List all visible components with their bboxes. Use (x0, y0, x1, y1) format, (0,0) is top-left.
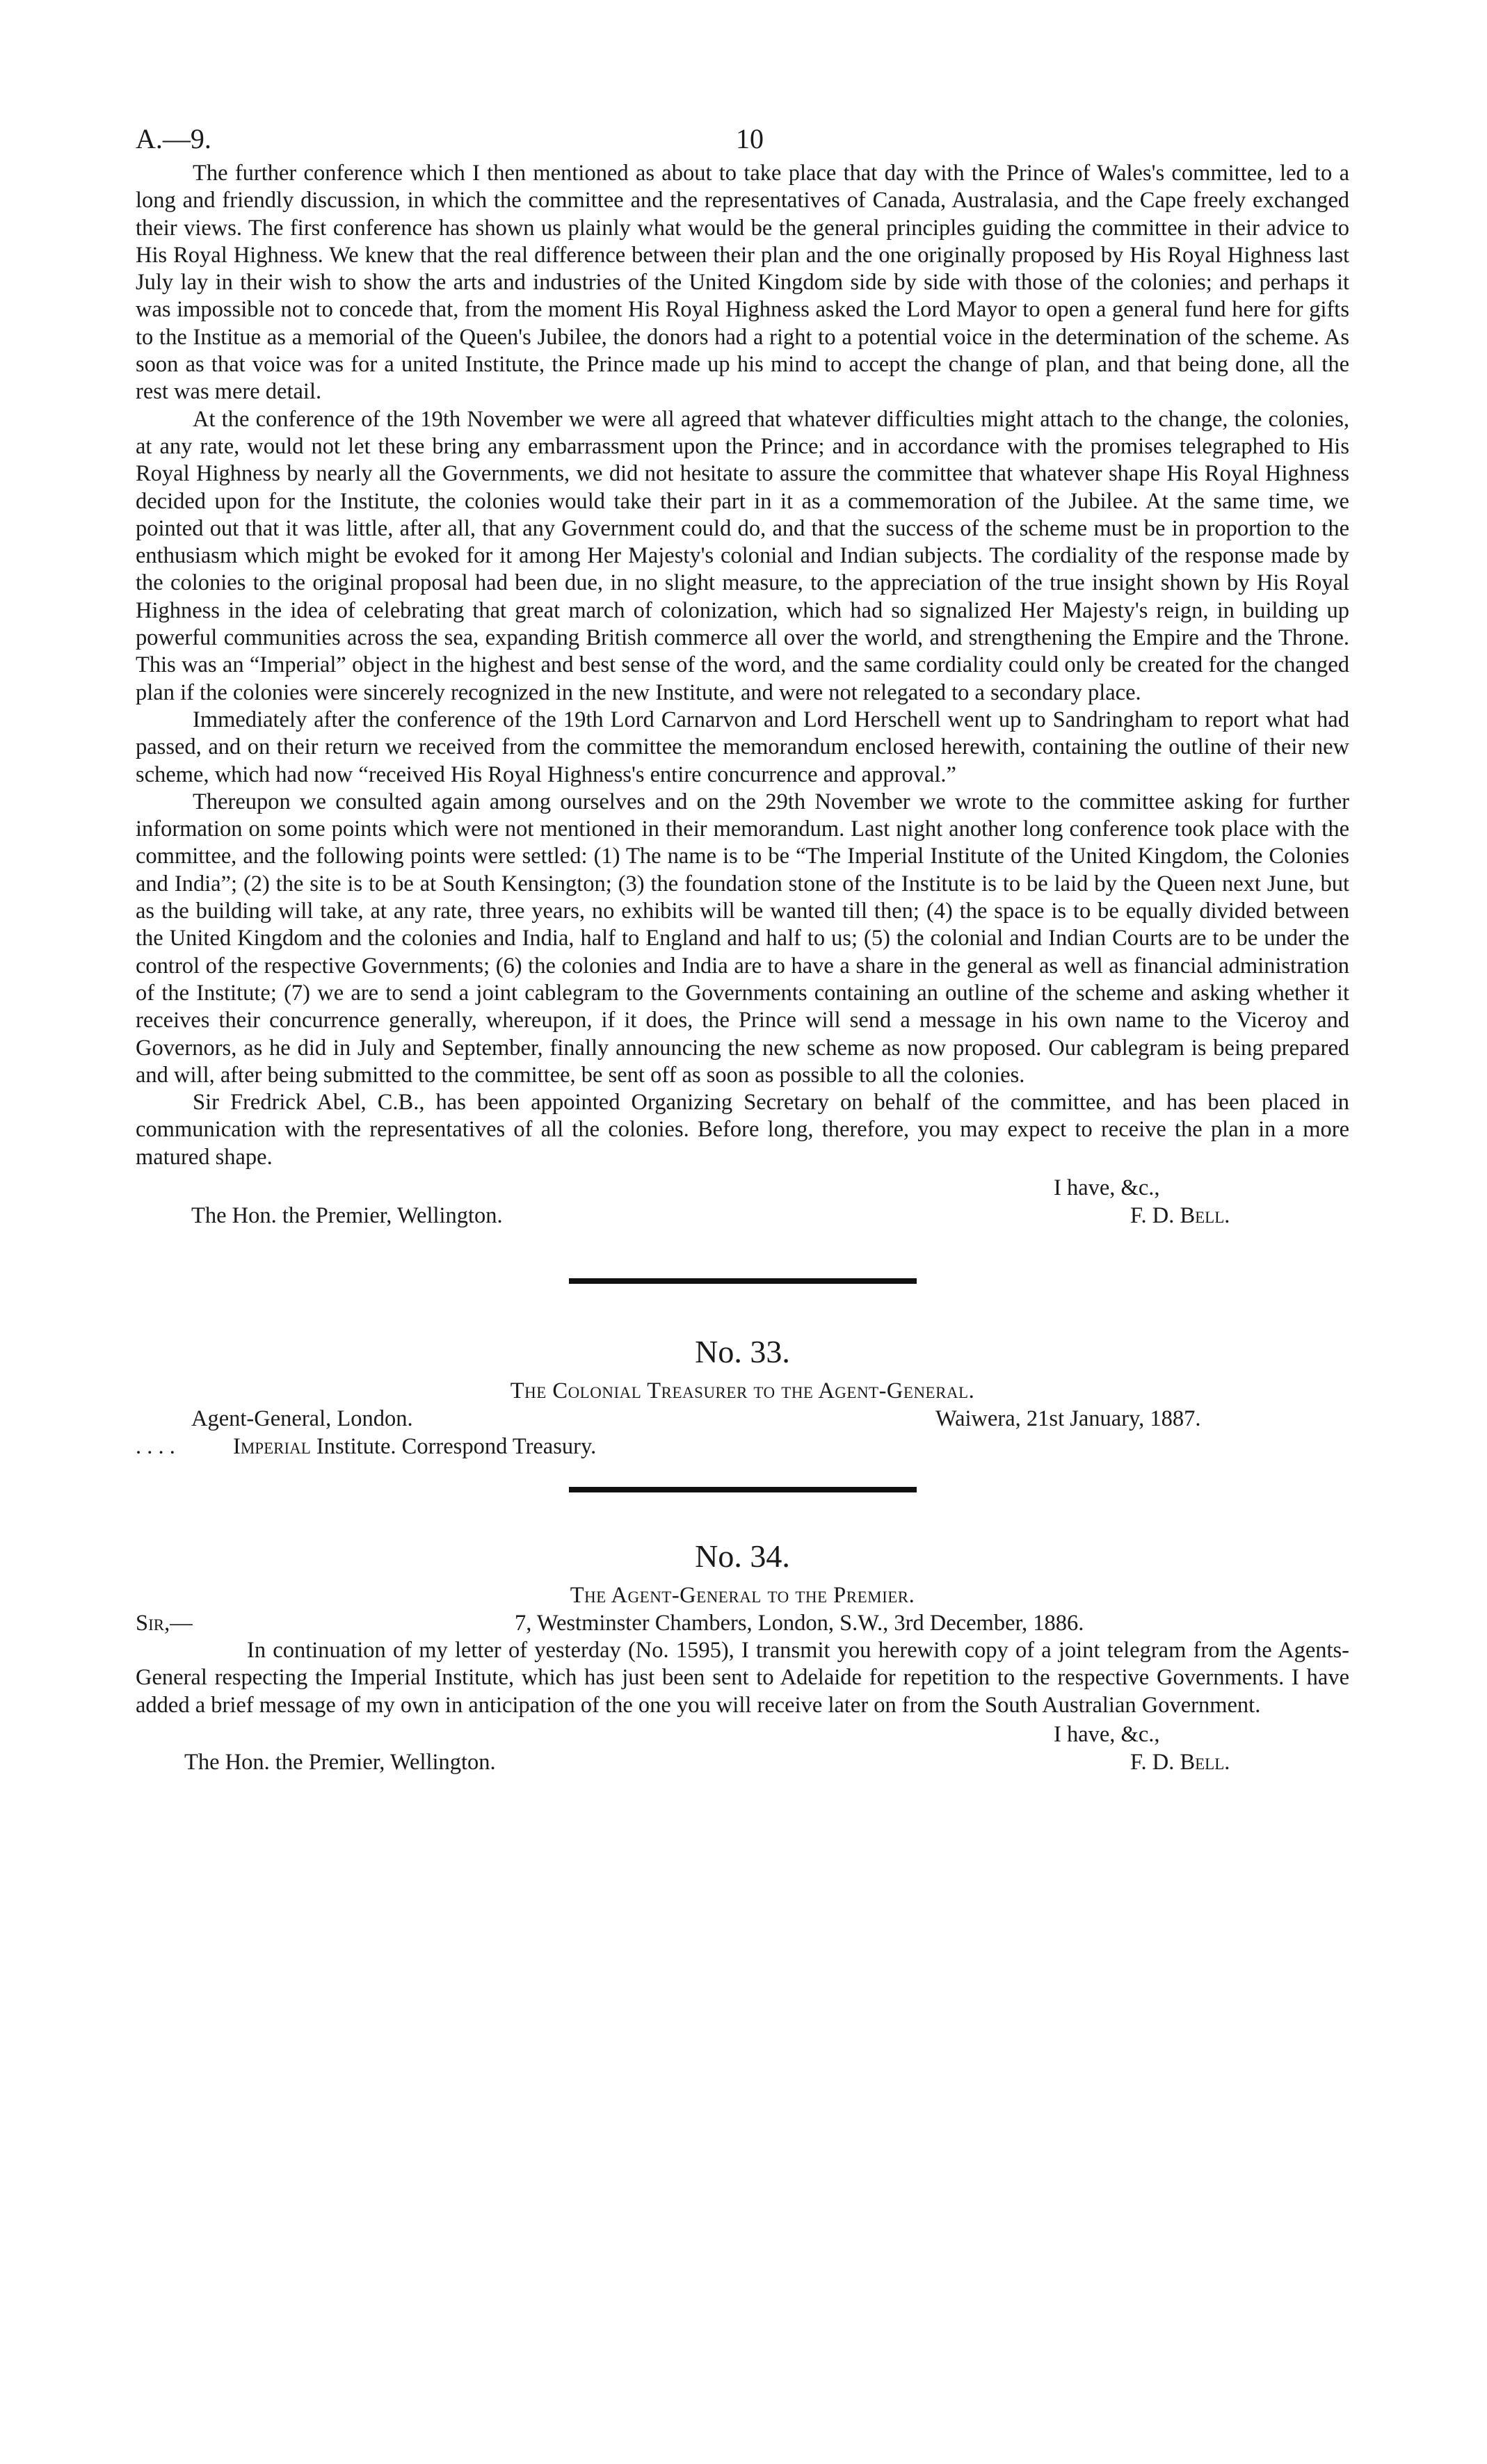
address-date: 7, Westminster Chambers, London, S.W., 3rd December, 1886. (515, 1610, 1084, 1636)
place-date: Waiwera, 21st January, 1887. (935, 1406, 1201, 1431)
letter-body (136, 1637, 1349, 1719)
ellipsis: . . . . (136, 1433, 175, 1459)
addressee: The Hon. the Premier, Wellington. (191, 1202, 503, 1228)
document-reference: A.—9. (136, 123, 211, 154)
paragraph: Immediately after the conference of the 19th Lord Carnarvon and Lord Herschell went up to Sandringham to report what had passed, and on their return we received from the committee the memorandum enclosed herewith, containing the outline of their new scheme, which had now “received His Royal Highness's entire concurrence and approval.” (136, 707, 1349, 787)
document-number: No. 33. (695, 1333, 790, 1369)
salutation-address-line (136, 1609, 1349, 1637)
closing-phrase: I have, &c., (1054, 1721, 1160, 1747)
signature: F. D. Bell. (1130, 1202, 1230, 1228)
paragraph: In continuation of my letter of yesterday (No. 1595), I transmit you herewith copy of a joint telegram from the Agents-General respecting the Imperial Institute, which has just been sent to Adelaide for repetition to the respective Governments. I have added a brief message of my own in anticipation of the one you will receive later on from the South Australian Government. (136, 1637, 1349, 1718)
paragraph: At the conference of the 19th November we were all agreed that whatever difficulties might attach to the change, the colonies, at any rate, would not let these bring any embarrassment upon the Prince; and in accordance with the promises telegraphed to His Royal Highness by nearly all the Governments, we did not hesitate to assure the committee that whatever shape His Royal Highness decided upon for the Institute, the colonies would take their part in it as a commemoration of the Jubilee. At the same time, we pointed out that it was little, after all, that any Government could do, and that the success of the scheme must be in proportion to the enthusiasm which might be evoked for it among Her Majesty's colonial and Indian subjects. The cordiality of the response made by the colonies to the original proposal had been due, in no slight measure, to the appreciation of the true insight shown by His Royal Highness in the idea of celebrating that great march of colonization, which had so signalized Her Majesty's reign, in building up powerful communities across the sea, expanding British commerce all over the world, and strengthening the Empire and the Throne. This was an “Imperial” object in the highest and best sense of the word, and the same cordiality could only be created for the changed plan if the colonies were sincerely recognized in the new Institute, and were not relegated to a secondary place. (136, 406, 1349, 705)
document-page (136, 104, 1349, 1778)
document-number: No. 34. (695, 1538, 790, 1574)
paragraph: Sir Fredrick Abel, C.B., has been appointed Organizing Secretary on behalf of the committee, and has been placed in communication with the representatives of all the colonies. Before long, therefore, you may expect to receive the plan in a more matured shape. (136, 1090, 1349, 1170)
paragraph: Thereupon we consulted again among ourselves and on the 29th November we wrote to the committee asking for further information on some points which were not mentioned in their memorandum. Last night another long conference took place with the committee, and the following points were settled: (1) The name is to be “The Imperial Institute of the United Kingdom, the Colonies and India”; (2) the site is to be at South Kensington; (3) the foundation stone of the Institute is to be laid by the Queen next June, but as the building will take, at any rate, three years, no exhibits will be wanted till then; (4) the space is to be equally divided between the United Kingdom and the colonies and India, half to England and half to us; (5) the colonial and Indian Courts are to be under the control of the respective Governments; (6) the colonies and India are to have a share in the general as well as financial administration of the Institute; (7) we are to send a joint cablegram to the Governments containing an outline of the scheme and asking whether it receives their concurrence generally, whereupon, if it does, the Prince will send a message in his own name to the Viceroy and Governors, as he did in July and September, finally announcing the new scheme as now proposed. Our cablegram is being prepared and will, after being submitted to the committee, be sent off as soon as possible to all the colonies. (136, 789, 1349, 1088)
section-divider (569, 1487, 917, 1492)
letter-closing (136, 1721, 1349, 1778)
signature: F. D. Bell. (1130, 1749, 1230, 1775)
paragraph: The further conference which I then mentioned as about to take place that day with the Prince of Wales's committee, led to a long and friendly discussion, in which the committee and the representatives of Canada, Australasia, and the Cape freely exchanged their views. The first conference has shown us plainly what would be the general principles guiding the committee in their advice to His Royal Highness. We knew that the real difference between their plan and the one originally proposed by His Royal Highness last July lay in their wish to show the arts and industries of the United Kingdom side by side with those of the colonies; and perhaps it was impossible not to concede that, from the moment His Royal Highness asked the Lord Mayor to open a general fund here for gifts to the Institue as a memorial of the Queen's Jubilee, the donors had a right to a potential voice in the determination of the scheme. As soon as that voice was for a united Institute, the Prince made up his mind to accept the change of plan, and that being done, all the rest was mere detail. (136, 161, 1349, 405)
letter-body (136, 160, 1349, 1171)
letter-closing (136, 1174, 1349, 1231)
telegram-subject-line (136, 1433, 1349, 1460)
closing-phrase: I have, &c., (1054, 1175, 1160, 1200)
salutation: Sir,— (136, 1610, 193, 1636)
section-divider (569, 1278, 917, 1284)
recipient: Agent-General, London. (191, 1406, 413, 1431)
subject-keyword: Imperial (233, 1433, 311, 1459)
page-header (136, 104, 1349, 160)
page-number: 10 (736, 123, 764, 154)
document-title: The Colonial Treasurer to the Agent-General. (510, 1378, 975, 1403)
document-title: The Agent-General to the Premier. (570, 1582, 915, 1608)
subject-text: Institute. Correspond Treasury. (310, 1433, 597, 1459)
recipient-date-line (136, 1405, 1349, 1433)
addressee: The Hon. the Premier, Wellington. (184, 1749, 496, 1775)
